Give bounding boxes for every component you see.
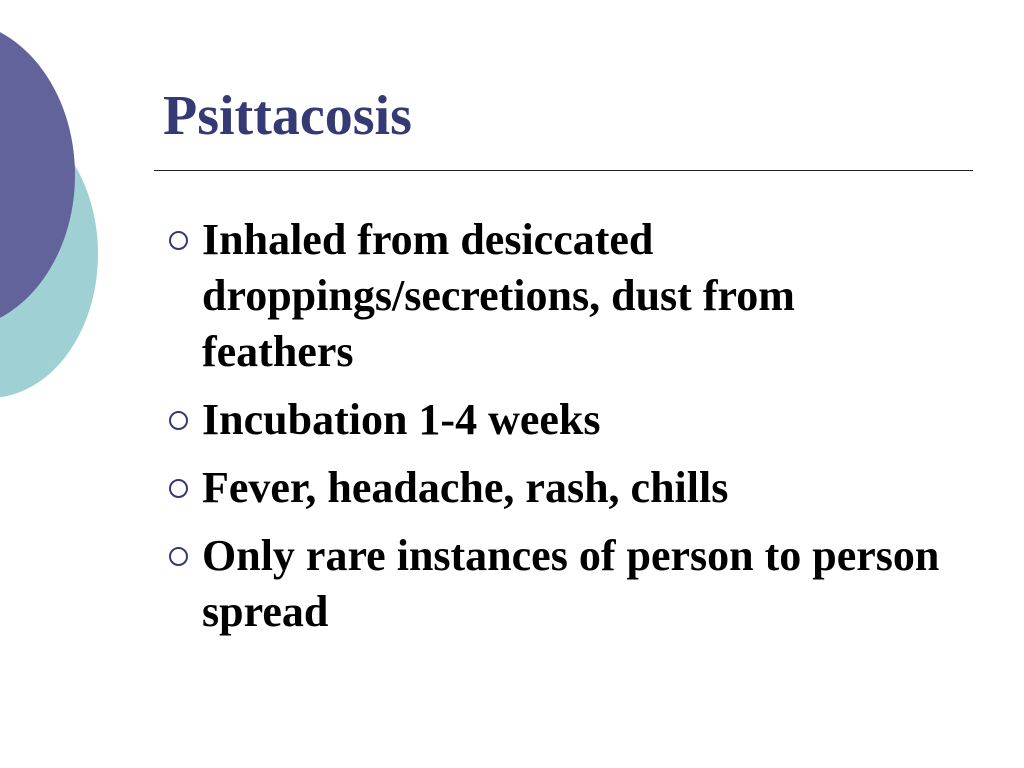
bullet-item (165, 212, 945, 380)
hollow-circle-bullet-icon (165, 528, 202, 584)
slide-title: Psittacosis (163, 85, 412, 147)
title-divider (154, 170, 973, 171)
hollow-circle-bullet-icon (165, 392, 202, 448)
bullet-item (165, 528, 945, 640)
bullet-text: Incubation 1-4 weeks (202, 395, 601, 444)
hollow-circle-bullet-icon (165, 460, 202, 516)
bullet-text: Fever, headache, rash, chills (202, 463, 729, 512)
hollow-circle-bullet-icon (165, 212, 202, 268)
bullet-list (165, 212, 945, 652)
bullet-text: Inhaled from desiccated droppings/secretions, dust from feathers (202, 215, 795, 376)
bullet-text: Only rare instances of person to person spread (202, 531, 940, 636)
bullet-item (165, 392, 945, 448)
bullet-item (165, 460, 945, 516)
